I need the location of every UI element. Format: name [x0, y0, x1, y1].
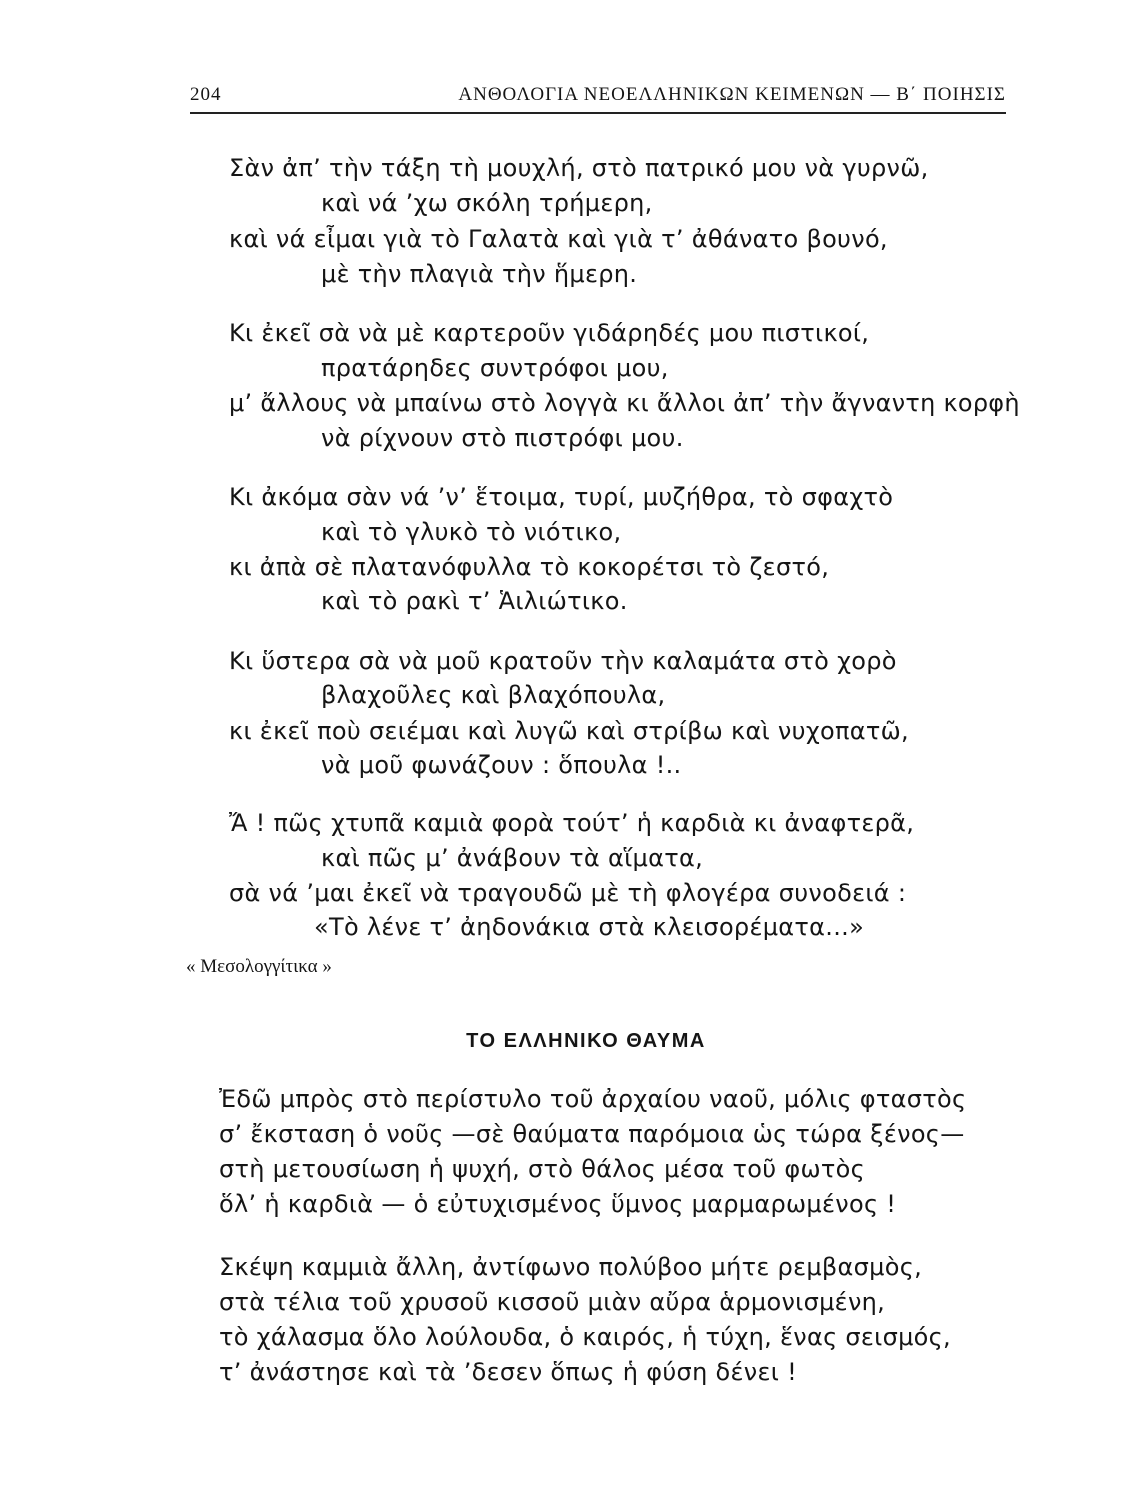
poem-line: Κι ἀκόμα σὰν νά ’ν’ ἕτοιμα, τυρί, μυζήθρα, τὸ σφαχτὸ — [229, 483, 894, 511]
poem-line: τὸ χάλασμα ὅλο λούλουδα, ὁ καιρός, ἡ τύχη, ἕνας σεισμός, — [219, 1323, 951, 1351]
poem-line: Ἄ ! πῶς χτυπᾶ καμιὰ φορὰ τούτ’ ἡ καρδιὰ κι ἀναφτερᾶ, — [229, 809, 915, 837]
poem-line: Ἐδῶ μπρὸς στὸ περίστυλο τοῦ ἀρχαίου ναοῦ, μόλις φταστὸς — [219, 1085, 967, 1113]
poem-line: νὰ μοῦ φωνάζουν : ὅπουλα !.. — [321, 751, 682, 779]
poem-source: « Μεσολογγίτικα » — [186, 956, 332, 977]
poem-line: πρατάρηδες συντρόφοι μου, — [321, 354, 669, 382]
poem-line: τ’ ἀνάστησε καὶ τὰ ’δεσεν ὅπως ἡ φύση δένει ! — [219, 1358, 798, 1386]
running-head — [190, 84, 1006, 112]
poem-line: κι ἀπὰ σὲ πλατανόφυλλα τὸ κοκορέτσι τὸ ζεστό, — [229, 553, 830, 581]
poem-line: μ’ ἄλλους νὰ μπαίνω στὸ λογγὰ κι ἄλλοι ἀπ’ τὴν ἄγναντη κορφὴ — [229, 389, 1020, 417]
poem-line: ὅλ’ ἡ καρδιὰ — ὁ εὐτυχισμένος ὕμνος μαρμαρωμένος ! — [219, 1190, 897, 1218]
poem-line: Κι ἐκεῖ σὰ νὰ μὲ καρτεροῦν γιδάρηδές μου πιστικοί, — [229, 319, 870, 347]
poem-line: καὶ τὸ ρακὶ τ’ Ἁιλιώτικο. — [321, 587, 628, 615]
poem-line: μὲ τὴν πλαγιὰ τὴν ἥμερη. — [321, 260, 638, 288]
poem-line: στὴ μετουσίωση ἡ ψυχή, στὸ θάλος μέσα τοῦ φωτὸς — [219, 1155, 866, 1183]
poem-line: στὰ τέλια τοῦ χρυσοῦ κισσοῦ μιὰν αὔρα ἁρμονισμένη, — [219, 1288, 886, 1316]
poem-line: σ’ ἔκσταση ὁ νοῦς —σὲ θαύματα παρόμοια ὡς τώρα ξένος— — [219, 1120, 965, 1148]
poem-line: Σὰν ἀπ’ τὴν τάξη τὴ μουχλή, στὸ πατρικό μου νὰ γυρνῶ, — [229, 154, 929, 182]
poem-line: καὶ τὸ γλυκὸ τὸ νιότικο, — [321, 518, 622, 546]
poem-line: βλαχοῦλες καὶ βλαχόπουλα, — [321, 681, 666, 709]
poem-line: σὰ νά ’μαι ἐκεῖ νὰ τραγουδῶ μὲ τὴ φλογέρα συνοδειά : — [229, 879, 907, 907]
header-rule — [190, 112, 1006, 114]
poem-line: «Τὸ λένε τ’ ἀηδονάκια στὰ κλεισορέματα...» — [314, 913, 865, 941]
poem-line: Σκέψη καμμιὰ ἄλλη, ἀντίφωνο πολύβοο μήτε ρεμβασμὸς, — [219, 1253, 923, 1281]
poem-line: καὶ πῶς μ’ ἀνάβουν τὰ αἵματα, — [321, 844, 704, 872]
poem-line: καὶ νά εἶμαι γιὰ τὸ Γαλατὰ καὶ γιὰ τ’ ἀθάνατο βουνό, — [229, 225, 888, 253]
poem-line: Κι ὕστερα σὰ νὰ μοῦ κρατοῦν τὴν καλαμάτα στὸ χορὸ — [229, 647, 897, 675]
page-number: 204 — [190, 84, 222, 105]
running-title: ΑΝΘΟΛΟΓΙΑ ΝΕΟΕΛΛΗΝΙΚΩΝ ΚΕΙΜΕΝΩΝ — Β΄ ΠΟΙΗΣΙΣ — [458, 84, 1006, 105]
poem-line: καὶ νά ’χω σκόλη τρήμερη, — [321, 189, 653, 217]
poem-title: ΤΟ ΕΛΛΗΝΙΚΟ ΘΑΥΜΑ — [466, 1030, 706, 1052]
poem-line: νὰ ρίχνουν στὸ πιστρόφι μου. — [321, 424, 684, 452]
poem-line: κι ἐκεῖ ποὺ σειέμαι καὶ λυγῶ καὶ στρίβω καὶ νυχοπατῶ, — [229, 717, 909, 745]
